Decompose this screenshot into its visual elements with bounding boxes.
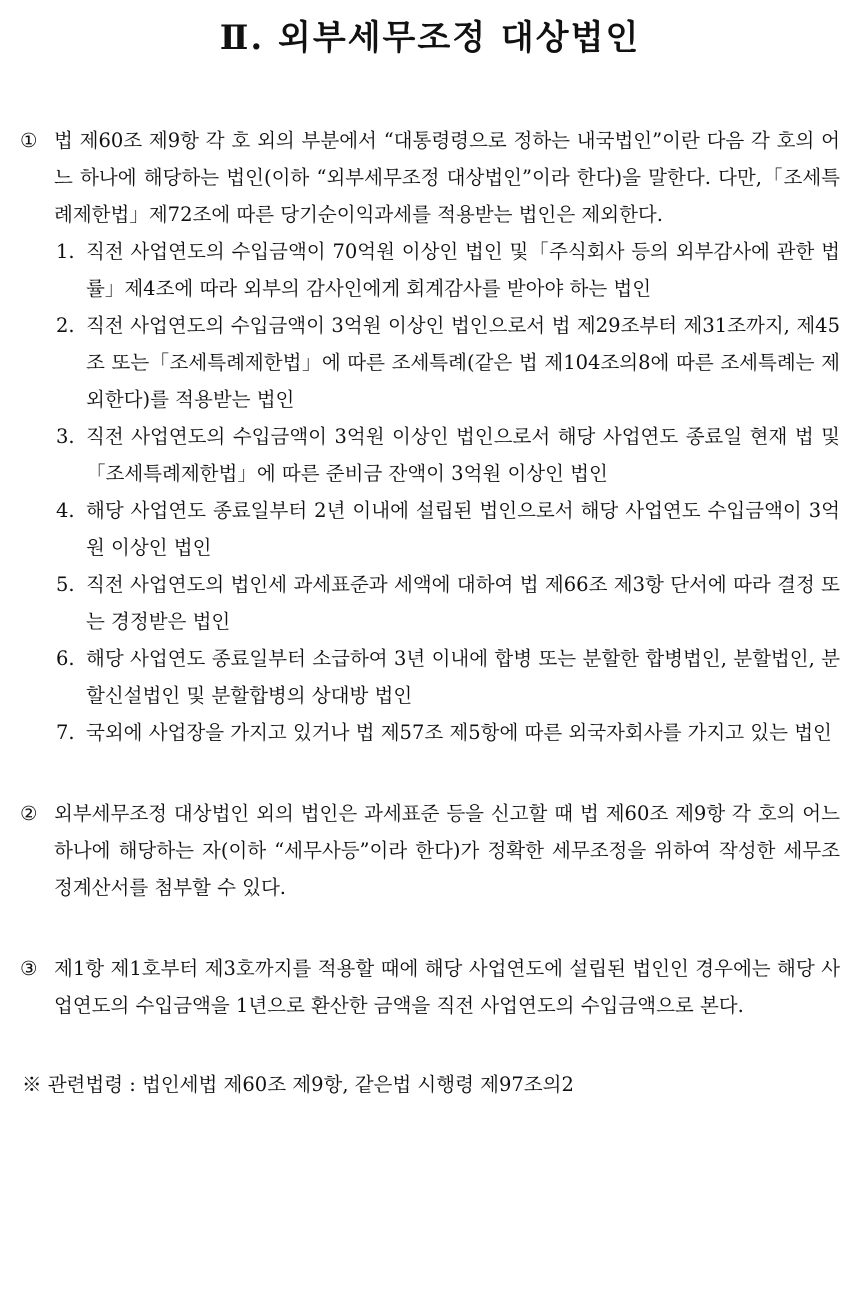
paragraph-text: 외부세무조정 대상법인 외의 법인은 과세표준 등을 신고할 때 법 제60조 제9항 각 호의 어느 하나에 해당하는 자(이하 “세무사등”이라 한다)가 정확한 세무조정을 위하여 작성한 세무조정계산서를 첨부할 수 있다.: [54, 802, 840, 899]
paragraph-text: 제1항 제1호부터 제3호까지를 적용할 때에 해당 사업연도에 설립된 법인인 경우에는 해당 사업연도의 수입금액을 1년으로 환산한 금액을 직전 사업연도의 수입금액으로 본다.: [54, 957, 840, 1017]
paragraph-2: [20, 795, 840, 906]
paragraph-number: ①: [20, 129, 38, 152]
page-title: Ⅱ. 외부세무조정 대상법인: [219, 18, 641, 58]
paragraph-1: [20, 122, 840, 233]
paragraph-text: 법 제60조 제9항 각 호 외의 부분에서 “대통령령으로 정하는 내국법인”이란 다음 각 호의 어느 하나에 해당하는 법인(이하 “외부세무조정 대상법인”이라 한다)을 말한다. 다만,「조세특례제한법」제72조에 따른 당기순이익과세를 적용받는 법인은 제외한다.: [54, 129, 840, 226]
item-number: 2.: [56, 314, 75, 337]
item-text: 해당 사업연도 종료일부터 2년 이내에 설립된 법인으로서 해당 사업연도 수입금액이 3억원 이상인 법인: [86, 499, 840, 559]
item-number: 7.: [56, 721, 75, 744]
list-item: [20, 566, 840, 640]
list-item: [20, 492, 840, 566]
item-text: 직전 사업연도의 법인세 과세표준과 세액에 대하여 법 제66조 제3항 단서에 따라 결정 또는 경정받은 법인: [86, 573, 840, 633]
item-number: 6.: [56, 647, 75, 670]
paragraph-number: ②: [20, 802, 38, 825]
item-number: 3.: [56, 425, 75, 448]
related-law-note: ※ 관련법령 : 법인세법 제60조 제9항, 같은법 시행령 제97조의2: [22, 1073, 574, 1096]
item-text: 해당 사업연도 종료일부터 소급하여 3년 이내에 합병 또는 분할한 합병법인, 분할법인, 분할신설법인 및 분할합병의 상대방 법인: [86, 647, 840, 707]
list-item: [20, 418, 840, 492]
item-list: [20, 233, 840, 751]
list-item: [20, 640, 840, 714]
item-text: 직전 사업연도의 수입금액이 3억원 이상인 법인으로서 법 제29조부터 제31조까지, 제45조 또는「조세특례제한법」에 따른 조세특례(같은 법 제104조의8에 따른 조세특례는 제외한다)를 적용받는 법인: [86, 314, 840, 411]
item-number: 1.: [56, 240, 75, 263]
item-number: 5.: [56, 573, 75, 596]
paragraph-number: ③: [20, 957, 38, 980]
item-text: 국외에 사업장을 가지고 있거나 법 제57조 제5항에 따른 외국자회사를 가지고 있는 법인: [86, 721, 832, 744]
item-text: 직전 사업연도의 수입금액이 3억원 이상인 법인으로서 해당 사업연도 종료일 현재 법 및「조세특례제한법」에 따른 준비금 잔액이 3억원 이상인 법인: [86, 425, 840, 485]
paragraph-3: [20, 950, 840, 1024]
list-item: [20, 714, 840, 751]
item-number: 4.: [56, 499, 75, 522]
item-text: 직전 사업연도의 수입금액이 70억원 이상인 법인 및「주식회사 등의 외부감사에 관한 법률」제4조에 따라 외부의 감사인에게 회계감사를 받아야 하는 법인: [86, 240, 840, 300]
list-item: [20, 307, 840, 418]
list-item: [20, 233, 840, 307]
